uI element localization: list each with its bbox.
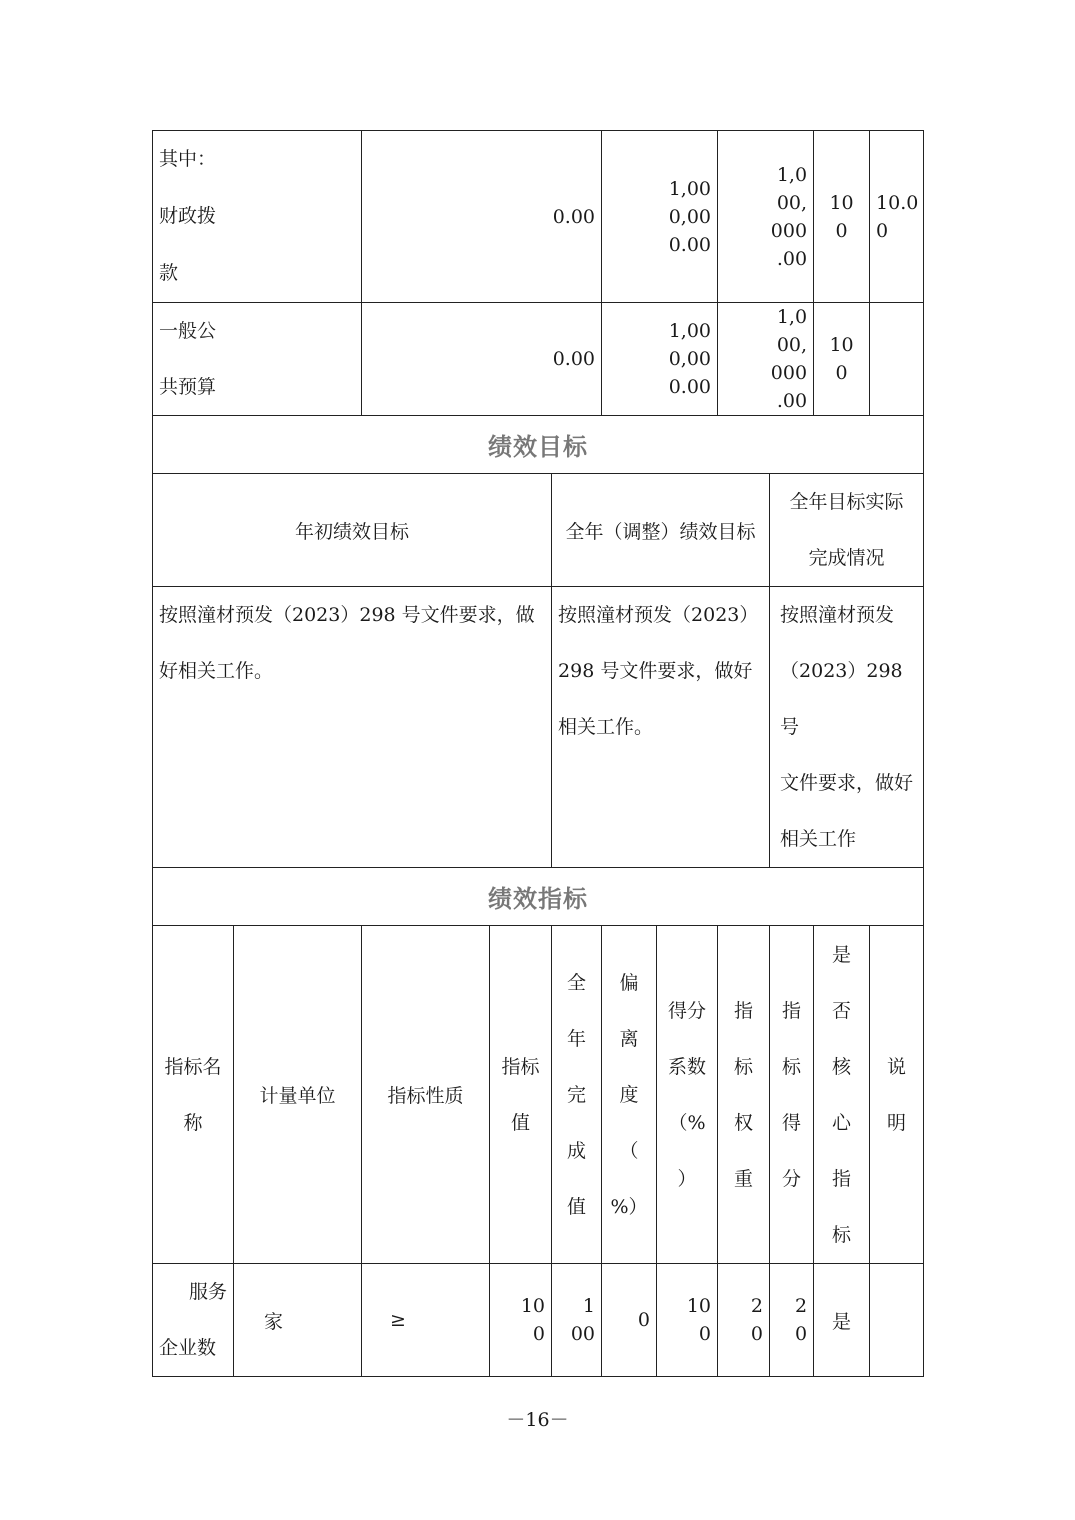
indicator-deviation: 0 [602,1264,657,1377]
indicator-name: 服务 企业数 [153,1264,234,1377]
general-cell-4: 10 0 [814,303,870,416]
fiscal-label-line: 款 [159,262,179,284]
general-budget-row [153,303,924,416]
general-cell-5 [870,303,924,416]
goals-header-row [153,474,924,587]
fiscal-cell-4: 10 0 [814,131,870,303]
header-value: 指标 值 [490,926,552,1264]
fiscal-cell-2: 1,00 0,00 0.00 [602,131,718,303]
indicator-header-row [153,926,924,1264]
general-label-line: 一般公 [159,320,217,342]
page-number: －16－ [506,1409,569,1431]
header-weight: 指 标 权 重 [718,926,770,1264]
goals-header-adjusted: 全年（调整）绩效目标 [552,474,770,587]
header-completed: 全 年 完 成 值 [552,926,602,1264]
header-core: 是 否 核 心 指 标 [814,926,870,1264]
fiscal-label-line: 财政拨 [159,205,217,227]
fiscal-appropriation-row [153,131,924,303]
section-title-goals: 绩效目标 [153,416,924,474]
indicator-coefficient: 10 0 [657,1264,718,1377]
indicator-value: 10 0 [490,1264,552,1377]
general-label-line: 共预算 [159,376,217,398]
header-coefficient: 得分 系数 （% ） [657,926,718,1264]
general-cell-3: 1,0 00, 000 .00 [718,303,814,416]
budget-performance-table [152,130,924,1377]
goals-content-row [153,587,924,868]
header-score: 指 标 得 分 [770,926,814,1264]
fiscal-cell-3: 1,0 00, 000 .00 [718,131,814,303]
goals-header-initial: 年初绩效目标 [153,474,552,587]
indicator-completed: 1 00 [552,1264,602,1377]
indicator-note [870,1264,924,1377]
section-title-indicators: 绩效指标 [153,868,924,926]
goals-adjusted-text: 按照潼材预发（2023） 298 号文件要求，做好 相关工作。 [552,587,770,868]
general-label [153,303,362,416]
header-nature: 指标性质 [362,926,490,1264]
fiscal-label-line: 其中： [159,148,217,170]
header-deviation: 偏 离 度 （ %） [602,926,657,1264]
header-unit: 计量单位 [234,926,362,1264]
indicator-weight: 2 0 [718,1264,770,1377]
indicator-nature: ≥ [362,1264,490,1377]
fiscal-cell-5: 10.0 0 [870,131,924,303]
indicator-score: 2 0 [770,1264,814,1377]
goals-initial-text: 按照潼材预发（2023）298 号文件要求，做 好相关工作。 [153,587,552,868]
indicator-unit: 家 [234,1264,362,1377]
general-cell-1: 0.00 [362,303,602,416]
goals-header-actual: 全年目标实际 完成情况 [770,474,924,587]
goals-actual-text: 按照潼材预发 （2023）298 号 文件要求，做好 相关工作 [770,587,924,868]
fiscal-label [153,131,362,303]
header-note: 说 明 [870,926,924,1264]
general-cell-2: 1,00 0,00 0.00 [602,303,718,416]
header-indicator-name: 指标名 称 [153,926,234,1264]
indicator-data-row [153,1264,924,1377]
indicator-core: 是 [814,1264,870,1377]
fiscal-cell-1: 0.00 [362,131,602,303]
